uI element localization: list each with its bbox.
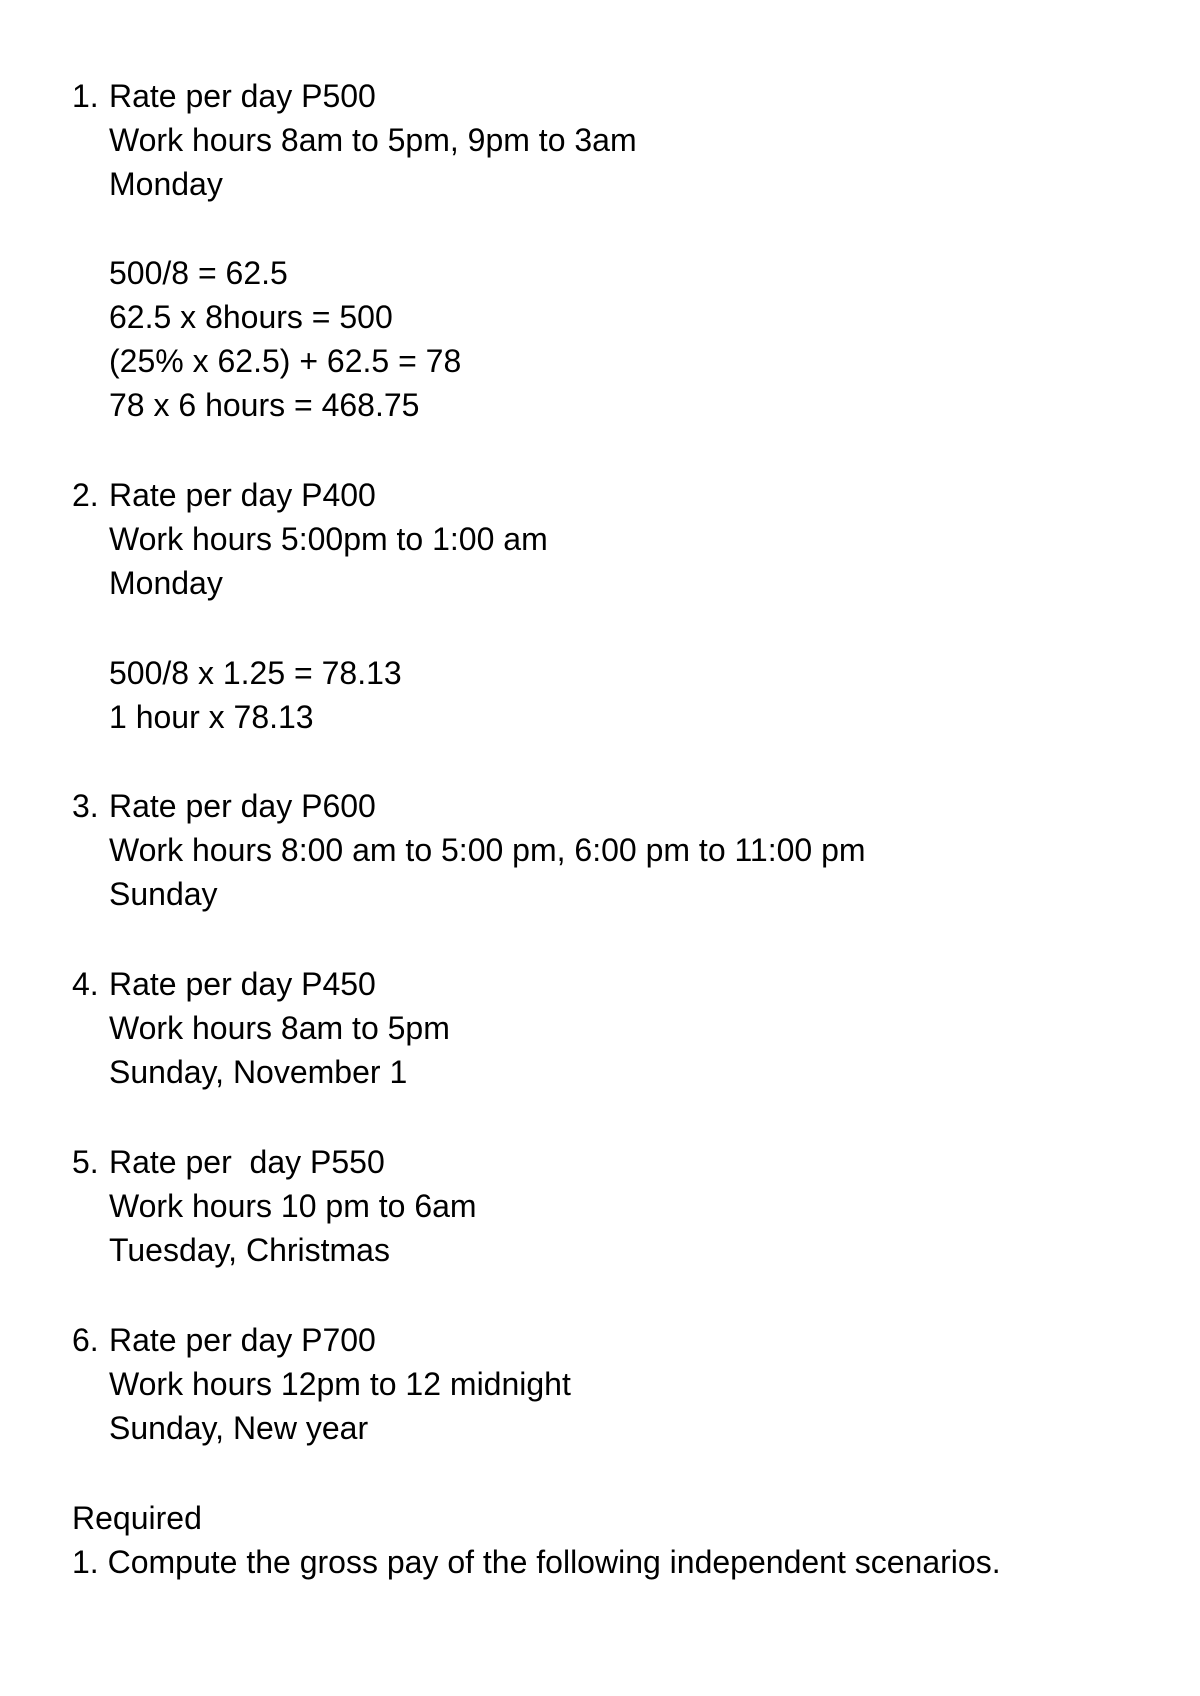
scenario-2-day: Monday (109, 565, 223, 601)
scenario-1-day: Monday (109, 166, 223, 202)
scenario-6-day: Sunday, New year (109, 1410, 369, 1446)
scenario-1-rate: Rate per day P500 (109, 78, 376, 114)
scenario-4-number: 4. (72, 966, 99, 1002)
scenario-5-number: 5. (72, 1144, 99, 1180)
scenario-1-hours: Work hours 8am to 5pm, 9pm to 3am (109, 122, 637, 158)
scenario-3-number: 3. (72, 788, 99, 824)
scenario-1-work-line: 62.5 x 8hours = 500 (109, 299, 393, 335)
scenario-5-day: Tuesday, Christmas (109, 1232, 390, 1268)
required-item: 1. Compute the gross pay of the following independent scenarios. (72, 1544, 1001, 1580)
scenario-2-rate: Rate per day P400 (109, 477, 376, 513)
scenario-6-rate: Rate per day P700 (109, 1322, 376, 1358)
required-heading: Required (72, 1500, 202, 1536)
scenario-4-hours: Work hours 8am to 5pm (109, 1010, 450, 1046)
scenario-3-day: Sunday (109, 876, 218, 912)
scenario-1-work-line: 78 x 6 hours = 468.75 (109, 387, 420, 423)
scenario-1-number: 1. (72, 78, 99, 114)
scenario-1-work-line: (25% x 62.5) + 62.5 = 78 (109, 343, 462, 379)
scenario-2-hours: Work hours 5:00pm to 1:00 am (109, 521, 548, 557)
scenario-2-number: 2. (72, 477, 99, 513)
scenario-4-rate: Rate per day P450 (109, 966, 376, 1002)
scenario-2-work-line: 1 hour x 78.13 (109, 699, 314, 735)
scenario-5-hours: Work hours 10 pm to 6am (109, 1188, 477, 1224)
scenario-6-number: 6. (72, 1322, 99, 1358)
scenario-5-rate: Rate per day P550 (109, 1144, 385, 1180)
scenario-1-work-line: 500/8 = 62.5 (109, 255, 288, 291)
scenario-3-rate: Rate per day P600 (109, 788, 376, 824)
scenario-2-work-line: 500/8 x 1.25 = 78.13 (109, 655, 402, 691)
scenario-3-hours: Work hours 8:00 am to 5:00 pm, 6:00 pm to 11:00 pm (109, 832, 866, 868)
scenario-6-hours: Work hours 12pm to 12 midnight (109, 1366, 571, 1402)
scenario-4-day: Sunday, November 1 (109, 1054, 408, 1090)
